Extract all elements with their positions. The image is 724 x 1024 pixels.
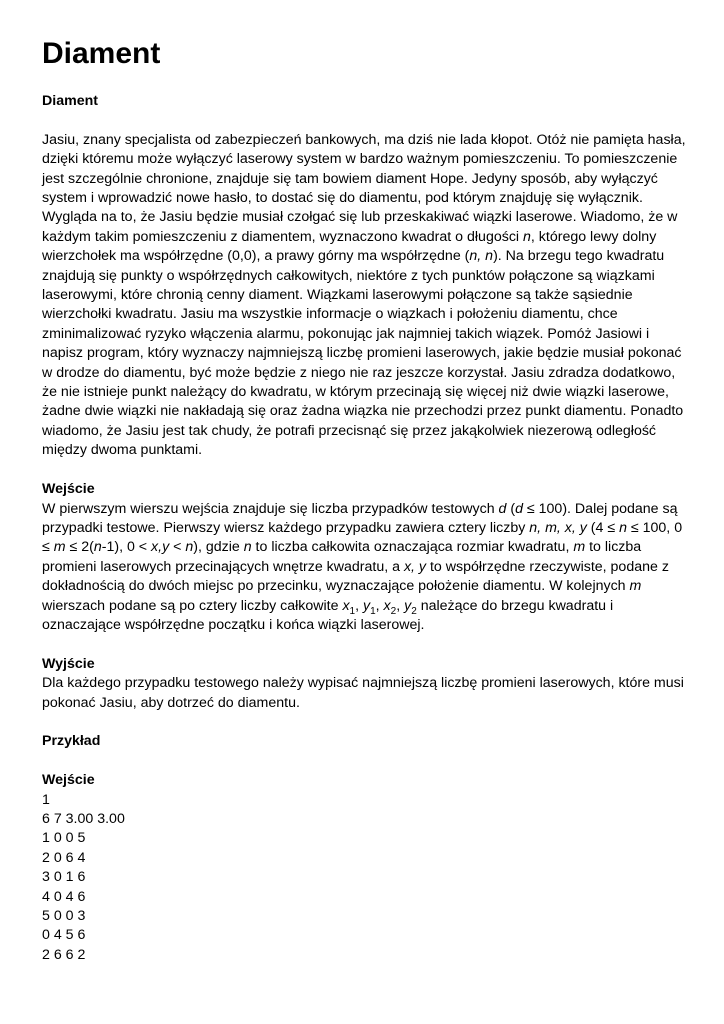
example-input-line: 2 6 6 2 [42,946,86,963]
example-input-line: 6 7 3.00 3.00 [42,810,125,827]
input-desc-segment: należące do brzegu kwadratu i oznaczające współrzędne początku i końca wiązki laserowej. [42,597,614,633]
input-desc-segment: , [375,597,384,614]
intro-paragraph [42,131,692,461]
intro-segment: , którego lewy dolny wierzchołek ma współrzędne (0,0), a prawy górny ma współrzędne ( [42,228,657,265]
input-description [42,500,692,636]
input-desc-segment: m [629,578,642,595]
input-desc-segment: 2 [390,605,397,617]
input-desc-segment: x, y [403,558,427,575]
example-input-line: 5 0 0 3 [42,907,86,924]
intro-segment: ). Na brzegu tego kwadratu znajdują się punkty o współrzędnych całkowitych, niektóre z tych punktów połączone są wiązkami laserowymi, które chronią cenny diament. Wiązkami laserowymi połączone są także sąsiednie wierzchołki kwadratu. Jasiu ma wszystkie informacje o wiązkach i położeniu diamentu, chce zminimalizować ryzyko włączenia alarmu, pokonując jak najmniej takich wiązek. Pomóż Jasiowi i napisz program, który wyznaczy najmniejszą liczbę promieni laserowych, jakie będzie musiał pokonać w drodze do diamentu, być może będzie z niego nie raz jeszcze korzystał. Jasiu zdradza dodatkowo, że nie istnieje punkt należący do kwadratu, w którym przecinają się więcej niż dwie wiązki laserowe, żadne dwie wiązki nie nakładają się oraz żadna wiązka nie przechodzi przez punkt diamentu. Ponadto wiadomo, że Jasiu jest tak chudy, że potrafi przecisnąć się przez jakąkolwiek niezerową odległość między dwoma punktami. [42,248,684,459]
input-desc-segment: n [243,539,252,556]
input-desc-segment: y [363,597,371,614]
input-desc-segment: d [515,500,523,517]
input-desc-segment: x,y [151,539,170,556]
input-desc-segment: , [355,597,363,614]
input-desc-segment: ), gdzie [193,539,244,556]
input-desc-segment: wierszach podane są po cztery liczby całkowite [42,597,343,614]
input-desc-segment: m [53,539,66,556]
input-desc-segment: -1), 0 < [101,539,152,556]
output-heading: Wyjście [42,655,95,672]
input-desc-segment: y [404,597,412,614]
intro-segment: n [523,228,531,245]
input-desc-segment: m [573,539,586,556]
input-desc-segment: (4 ≤ [586,519,620,536]
example-input-heading: Wejście [42,772,95,789]
input-desc-segment: to liczba promieni laserowych przecinających wnętrze kwadratu, a [42,539,642,575]
input-desc-segment: n [93,539,102,556]
problem-statement [42,92,692,965]
example-input-line: 3 0 1 6 [42,869,86,886]
example-input-line: 0 4 5 6 [42,927,86,944]
input-desc-segment: 1 [349,605,356,617]
input-desc-segment: to współrzędne rzeczywiste, podane z dokładnością do dwóch miejsc po przecinku, wyznaczające położenie diamentu. W kolejnych [42,558,669,595]
output-description: Dla każdego przypadku testowego należy wypisać najmniejszą liczbę promieni laserowych, które musi pokonać Jasiu, aby dotrzeć do diamentu. [42,675,684,711]
intro-segment: Jasiu, znany specjalista od zabezpieczeń bankowych, ma dziś nie lada kłopot. Otóż nie pamięta hasła, dzięki któremu może wyłączyć laserowy system w bardzo ważnym pomieszczeniu. To pomieszczenie jest szczególnie chronione, znajduje się tam bowiem diament Hope. Jedyny sposób, aby wyłączyć system i wprowadzić nowe hasło, to dostać się do diamentu, pod którym znajduję się wyłącznik. Wygląda na to, że Jasiu będzie musiał czołgać się lub przeskakiwać wiązki laserowe. Wiadomo, że w każdym takim pomieszczeniu z diamentem, wyznaczono kwadrat o długości [42,131,686,245]
input-desc-segment: n [185,539,194,556]
input-desc-segment: n, m, x, y [529,519,587,536]
example-input-line: 4 0 4 6 [42,888,86,905]
example-heading: Przykład [42,733,101,750]
input-desc-segment: , [396,597,405,614]
problem-subtitle: Diament [42,93,98,109]
example-input-line: 1 [42,791,50,808]
input-desc-segment: W pierwszym wierszu wejścia znajduje się liczba przypadków testowych [42,500,499,517]
example-input-line: 1 0 0 5 [42,830,86,847]
input-desc-segment: < [169,539,186,556]
input-desc-segment: ≤ 100, 0 ≤ [42,519,683,556]
input-desc-segment: x [383,597,391,614]
input-desc-segment: x [342,597,350,614]
input-heading: Wejście [42,481,95,498]
page-title: Diament [42,37,161,70]
example-input-line: 2 0 6 4 [42,849,86,866]
input-desc-segment: 1 [370,605,376,617]
input-desc-segment: n [619,519,627,536]
input-desc-segment: ≤ 100). Dalej podane są przypadki testowe. Pierwszy wiersz każdego przypadku zawiera cztery liczby [42,500,678,536]
input-desc-segment: d [498,500,507,517]
example-input-block [42,791,692,966]
input-desc-segment: ( [506,500,516,517]
intro-segment: n, n [469,248,494,265]
input-desc-segment: ≤ 2( [65,539,94,556]
input-desc-segment: 2 [411,605,417,617]
input-desc-segment: to liczba całkowita oznaczająca rozmiar kwadratu, [251,539,574,556]
